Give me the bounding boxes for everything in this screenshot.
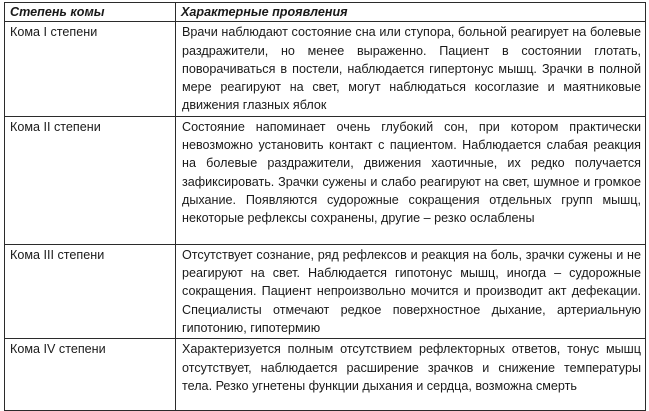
table-row — [5, 22, 646, 116]
description-cell: Состояние напоминает очень глубокий сон, при котором практически невозможно установить контакт с пациентом. Наблюдается слабая реакция на болевые раздражители, движения хаотичные, их редко получается зафиксировать. Зрачки сужены и слабо реагируют на свет, шумное и громкое дыхание. Появляются судорожные сокращения отдельных групп мышц, некоторые рефлексы сохранены, другие – резко ослаблены — [176, 116, 646, 244]
table-row — [5, 339, 646, 411]
column-header-manifestations: Характерные проявления — [176, 3, 646, 22]
description-cell: Отсутствует сознание, ряд рефлексов и реакция на боль, зрачки сужены и не реагируют на свет. Наблюдается гипотонус мышц, иногда – судорожные сокращения. Пациент непроизвольно мочится и производит акт дефекации. Специалисты отмечают редкое поверхностное дыхание, артериальную гипотонию, гипотермию — [176, 244, 646, 338]
description-cell: Врачи наблюдают состояние сна или ступора, больной реагирует на болевые раздражители, но менее выраженно. Пациент в состоянии глотать, поворачиваться в постели, наблюдается гипертонус мышц. Зрачки в полной мере реагируют на свет, могут наблюдаться косоглазие и маятниковые движения глазных яблок — [176, 22, 646, 116]
table-row — [5, 244, 646, 338]
coma-stages-table — [4, 2, 646, 411]
table-row — [5, 116, 646, 244]
table-header-row — [5, 3, 646, 22]
document-page — [4, 2, 645, 411]
column-header-stage: Степень комы — [5, 3, 176, 22]
description-cell: Характеризуется полным отсутствием рефлекторных ответов, тонус мышц отсутствует, наблюдается расширение зрачков и снижение температуры тела. Резко угнетены функции дыхания и сердца, возможна смерть — [176, 339, 646, 411]
stage-cell: Кома III степени — [5, 244, 176, 338]
stage-cell: Кома II степени — [5, 116, 176, 244]
stage-cell: Кома I степени — [5, 22, 176, 116]
stage-cell: Кома IV степени — [5, 339, 176, 411]
